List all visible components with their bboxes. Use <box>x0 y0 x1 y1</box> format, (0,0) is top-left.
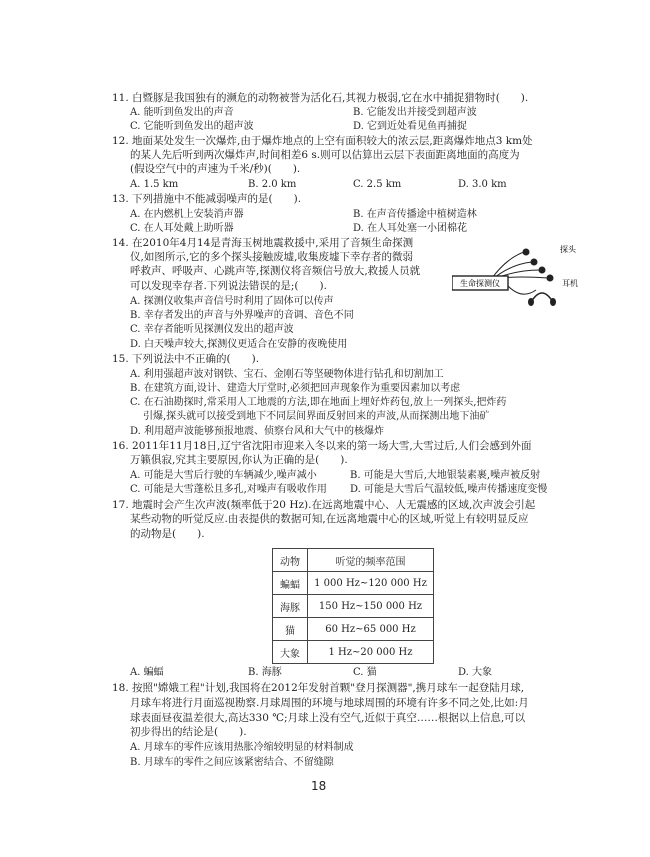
q15-option-c-cont: 引爆,探头就可以接受到地下不同层间界面反射回来的声波,从而探测出地下油矿 <box>143 411 490 422</box>
q15-option-d: D. 利用超声波能够预报地震、侦察台风和大气中的核爆炸 <box>130 426 385 437</box>
q12-line-1: 12. 地面某处发生一次爆炸,由于爆炸地点的上空有面积较大的浓云层,距离爆炸地点3 km处 <box>112 135 533 147</box>
earphone-cable <box>508 286 536 294</box>
life-detector-diagram <box>452 238 592 306</box>
q18-option-a: A. 月球车的零件应该用热胀冷缩较明显的材料制成 <box>130 742 354 753</box>
life-detector-figure <box>452 238 592 306</box>
q12-option-d: D. 3.0 km <box>458 179 507 190</box>
q18-line-3: 球表面昼夜温差很大,高达330 ℃;月球上没有空气,近似于真空……根据以上信息,可以 <box>130 712 526 724</box>
q16-option-c: C. 可能是大雪蓬松且多孔,对噪声有吸收作用 <box>130 484 327 495</box>
q17-option-b: B. 海豚 <box>248 667 282 678</box>
q11-stem: 11. 白暨豚是我国独有的濒危的动物被誉为活化石,其视力极弱,它在水中捕捉猎物时( ). <box>112 92 529 104</box>
table-cell-animal: 海豚 <box>273 595 308 618</box>
probe-head <box>531 259 538 266</box>
q18-line-4: 初步得出的结论是( ). <box>130 726 247 738</box>
page-number: 18 <box>311 779 327 793</box>
q16-line-1: 16. 2011年11月18日,辽宁省沈阳市迎来入冬以来的第一场大雪,大雪过后,人们会感到外面 <box>112 440 532 452</box>
table-row <box>273 641 434 664</box>
table-cell-range: 60 Hz~65 000 Hz <box>308 618 434 641</box>
q13-option-d: D. 在人耳处塞一小团棉花 <box>353 223 468 234</box>
q13-option-c: C. 在人耳处戴上助听器 <box>130 223 234 234</box>
q15-option-b: B. 在建筑方面,设计、建造大厅堂时,必须把回声现象作为重要因素加以考虑 <box>130 383 461 394</box>
earphone-cup <box>550 298 556 306</box>
earphone-cup <box>528 298 534 306</box>
q14-line-4: 可以发现幸存者.下列说法错误的是;( ). <box>130 280 327 292</box>
q17-option-a: A. 蝙蝠 <box>130 667 164 678</box>
q13-option-a: A. 在内燃机上安装消声器 <box>130 209 244 220</box>
table-row <box>273 618 434 641</box>
table-cell-range: 150 Hz~150 000 Hz <box>308 595 434 618</box>
q17-option-c: C. 猫 <box>353 667 377 678</box>
probe-label: 探头 <box>560 245 576 254</box>
q11-option-d: D. 它到近处看见鱼再捕捉 <box>353 121 468 132</box>
q17-option-d: D. 大象 <box>458 667 493 678</box>
q14-line-2: 仪,如图所示,它的多个探头接触废墟,收集废墟下幸存者的微弱 <box>130 251 414 263</box>
q13-stem: 13. 下列措施中不能减弱噪声的是( ). <box>112 193 302 205</box>
q15-stem: 15. 下列说法中不正确的( ). <box>112 353 260 365</box>
q18-line-1: 18. 按照"嫦娥工程"计划,我国将在2012年发射首颗"登月探测器",携月球车一起登陆月球, <box>112 682 525 694</box>
q14-option-d: D. 白天噪声较大,探测仪更适合在安静的夜晚使用 <box>130 339 348 350</box>
q18-line-2: 月球车将进行月面巡视勘察.月球周围的环境与地球周围的环境有许多不同之处,比如:月 <box>130 697 529 709</box>
q13-option-b: B. 在声音传播途中植树造林 <box>353 209 477 220</box>
table-cell-range: 1 000 Hz~120 000 Hz <box>308 572 434 595</box>
q14-option-c: C. 幸存者能听见探测仪发出的超声波 <box>130 324 294 335</box>
q16-option-b: B. 可能是大雪后,大地银装素裹,噪声被反射 <box>350 470 541 481</box>
q12-option-b: B. 2.0 km <box>248 179 297 190</box>
table-cell-range: 1 Hz~20 000 Hz <box>308 641 434 664</box>
q17-line-1: 17. 地震时会产生次声波(频率低于20 Hz).在远离地震中心、人无震感的区域,次声波会引起 <box>112 499 536 511</box>
probe-head <box>547 275 554 282</box>
q17-line-2: 某些动物的听觉反应.由表提供的数据可知,在远离地震中心的区域,听觉上有较明显反应 <box>130 513 529 525</box>
table-cell-animal: 大象 <box>273 641 308 664</box>
q12-option-a: A. 1.5 km <box>130 179 179 190</box>
q17-line-3: 的动物是( ). <box>130 528 205 540</box>
q14-option-a: A. 探测仪收集声音信号时利用了固体可以传声 <box>130 296 334 307</box>
earphone-label: 耳机 <box>562 279 578 288</box>
device-label: 生命探测仪 <box>460 279 500 288</box>
q12-option-c: C. 2.5 km <box>353 179 402 190</box>
table-cell-animal: 猫 <box>273 618 308 641</box>
hearing-frequency-table <box>272 548 434 664</box>
table-header-cell: 动物 <box>273 549 308 572</box>
q16-line-2: 万籁俱寂,究其主要原因,你认为正确的是( ). <box>130 454 348 466</box>
q11-option-b: B. 它能发出并接受到超声波 <box>353 107 477 118</box>
q12-line-2: 的某人先后听到两次爆炸声,时间相差6 s.则可以估算出云层下表面距离地面的高度为 <box>130 149 520 161</box>
table-row <box>273 595 434 618</box>
probe-head <box>539 267 546 274</box>
q16-option-a: A. 可能是大雪后行驶的车辆减少,噪声减小 <box>130 470 317 481</box>
probe-head <box>523 249 530 256</box>
q14-option-b: B. 幸存者发出的声音与外界噪声的音调、音色不同 <box>130 310 354 321</box>
table-header-row <box>273 549 434 572</box>
q14-line-1: 14. 在2010年4月14是青海玉树地震救援中,采用了音频生命探测 <box>112 237 414 249</box>
q12-line-3: (假设空气中的声速为千米/秒)( ). <box>130 163 301 175</box>
q18-option-b: B. 月球车的零件之间应该紧密结合、不留缝隙 <box>130 757 334 768</box>
table-cell-animal: 蝙蝠 <box>273 572 308 595</box>
table-header-cell: 听觉的频率范围 <box>308 549 434 572</box>
q15-option-c: C. 在石油勘探时,常采用人工地震的方法,即在地面上埋好炸药包,放上一列探头,把炸药 <box>130 397 507 408</box>
q16-option-d: D. 可能是大雪后气温较低,噪声传播速度变慢 <box>350 484 548 495</box>
q15-option-a: A. 利用强超声波对钢铁、宝石、金刚石等坚硬物体进行钻孔和切割加工 <box>130 369 444 380</box>
q14-line-3: 呼救声、呼吸声、心跳声等,探测仪将音频信号放大,救援人员就 <box>130 265 421 277</box>
q11-option-a: A. 能听到鱼发出的声音 <box>130 107 234 118</box>
q11-option-c: C. 它能听到鱼发出的超声波 <box>130 121 254 132</box>
table-row <box>273 572 434 595</box>
